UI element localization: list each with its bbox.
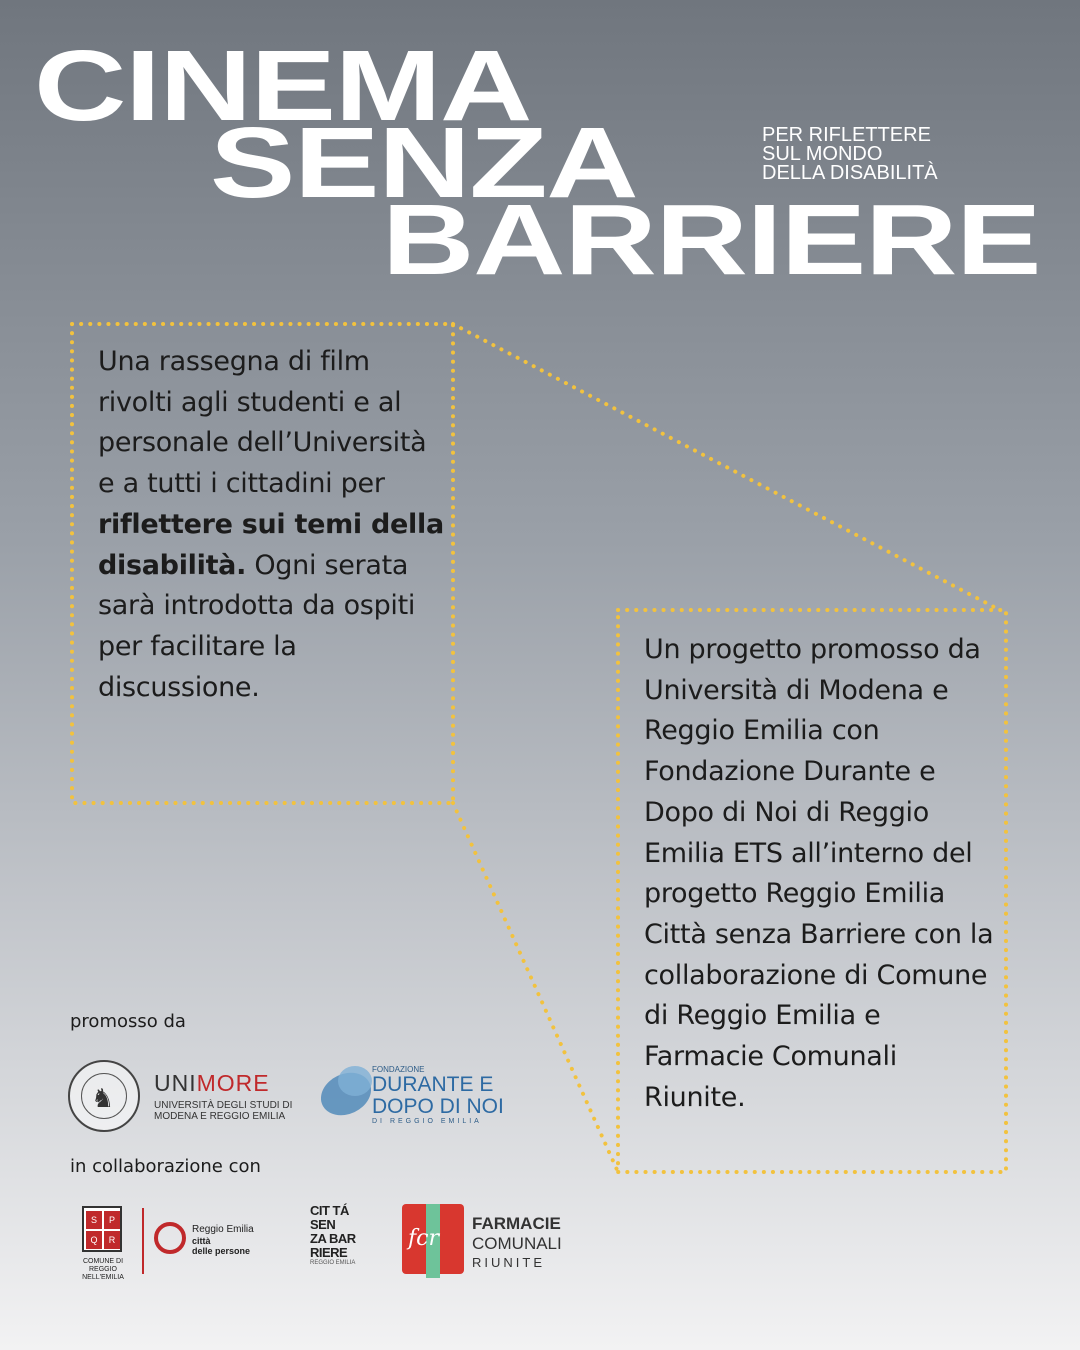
- durante-fondazione: FONDAZIONE: [372, 1065, 425, 1074]
- durante-line1: DURANTE E: [372, 1073, 494, 1096]
- box1-emphasis: riflettere sui temi della disabilità.: [98, 508, 444, 581]
- title-line-barriere: BARRIERE: [382, 184, 1041, 296]
- citta-line: SEN: [310, 1217, 336, 1232]
- promoted-by-label: promosso da: [70, 1011, 186, 1032]
- tagline-line: DELLA DISABILITÀ: [762, 162, 938, 184]
- box1-outro: Ogni serata sarà introdotta da ospiti per facilitare la discussione.: [98, 549, 416, 703]
- collaboration-label: in collaborazione con: [70, 1156, 261, 1177]
- box1-intro: Una rassegna di film rivolti agli studenti e al personale dell’Università e a tutti i cittadini per: [98, 346, 427, 500]
- title-line-senza: SENZA: [210, 107, 638, 219]
- box2-text: Un progetto promosso da Università di Modena e Reggio Emilia con Fondazione Durante e Dopo di Noi di Reggio Emilia ETS all’interno del progetto Reggio Emilia Città senza Barriere con la collaborazione di Comune di Reggio Emilia e Farmacie Comunali Riunite.: [644, 634, 994, 1113]
- reggio-title: Reggio Emilia: [192, 1224, 254, 1235]
- title-line-cinema: CINEMA: [34, 30, 532, 142]
- crest-icon: S P Q R: [82, 1206, 122, 1252]
- farmacie-line1: FARMACIE: [472, 1214, 561, 1233]
- comune-name: COMUNE DI REGGIO NELL'EMILIA: [82, 1258, 124, 1281]
- unimore-logo: [68, 1058, 298, 1150]
- farmacie-line3: RIUNITE: [472, 1255, 545, 1270]
- reggio-subtitle: città delle persone: [192, 1236, 251, 1256]
- unimore-seal-icon: ♞: [68, 1060, 140, 1132]
- tagline-line: SUL MONDO: [762, 143, 883, 165]
- citta-senza-barriere-logo: [310, 1204, 358, 1282]
- farmacie-line2: COMUNALI: [472, 1234, 562, 1253]
- comune-reggio-emilia-logo: [72, 1202, 252, 1282]
- box1-text: [98, 342, 448, 708]
- reggio-flower-icon: [154, 1222, 186, 1254]
- durante-city: DI REGGIO EMILIA: [372, 1118, 482, 1125]
- farmacie-comunali-riunite-logo: [402, 1202, 582, 1282]
- durante-dopo-di-noi-logo: [320, 1062, 520, 1132]
- fcr-cross-icon: fcr: [402, 1204, 464, 1274]
- unimore-wordmark: UNIMORE: [154, 1070, 270, 1096]
- citta-line: CIT TÁ: [310, 1203, 349, 1218]
- citta-city: REGGIO EMILIA: [310, 1260, 356, 1266]
- durante-line2: DOPO DI NOI: [372, 1095, 504, 1118]
- tagline-line: PER RIFLETTERE: [762, 124, 931, 146]
- citta-line: ZA BAR: [310, 1231, 356, 1246]
- citta-line: RIERE: [310, 1245, 348, 1260]
- connector-top: [453, 324, 996, 608]
- unimore-subtitle: UNIVERSITÀ DEGLI STUDI DI MODENA E REGGIO EMILIA: [154, 1100, 293, 1122]
